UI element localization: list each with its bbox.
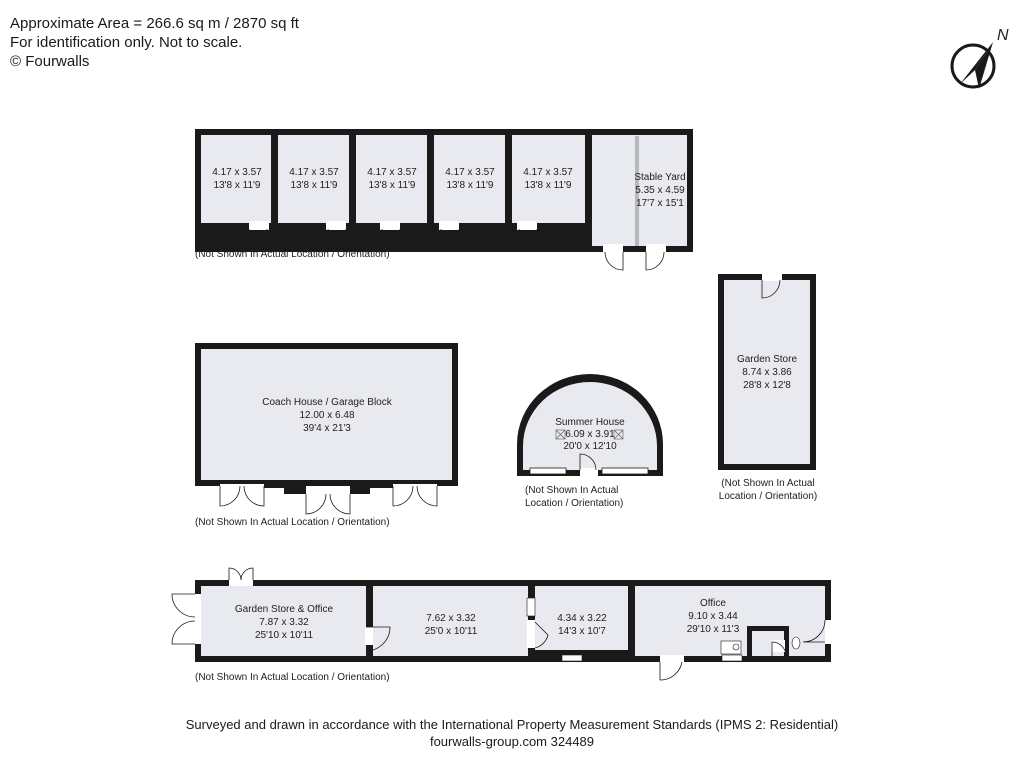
compass-icon (952, 27, 1009, 89)
garden-office-name: Garden Store & Office (234, 604, 334, 615)
summer-house-note-line2: Location / Orientation) (525, 498, 624, 509)
garden-store-note-line1: (Not Shown In Actual (721, 478, 815, 489)
stable-box-4-size: 4.17 x 3.57 (445, 167, 495, 178)
stable-yard-size: 5.35 x 4.59 (635, 185, 685, 196)
stable-box-3-size: 4.17 x 3.57 (367, 167, 417, 178)
copyright: © Fourwalls (10, 53, 90, 70)
area-summary: Approximate Area = 266.6 sq m / 2870 sq ft (10, 15, 299, 32)
office-size: 9.10 x 3.44 (688, 611, 738, 622)
room3-size-imperial: 14'3 x 10'7 (558, 626, 606, 637)
coach-house-name: Coach House / Garage Block (262, 397, 392, 408)
stable-box-1-size-imperial: 13'8 x 11'9 (213, 180, 261, 191)
garden-store-size-imperial: 28'8 x 12'8 (743, 380, 791, 391)
room2-size: 7.62 x 3.32 (426, 613, 476, 624)
footer-reference: fourwalls-group.com 324489 (429, 734, 595, 749)
room3-size: 4.34 x 3.22 (557, 613, 607, 624)
coach-house-location-note: (Not Shown In Actual Location / Orientation) (195, 517, 390, 528)
summer-house-name: Summer House (555, 417, 625, 428)
stable-box-4-size-imperial: 13'8 x 11'9 (446, 180, 494, 191)
compass-label: N (997, 27, 1009, 44)
bottom-block-location-note: (Not Shown In Actual Location / Orientation) (195, 672, 390, 683)
stable-yard-size-imperial: 17'7 x 15'1 (636, 198, 684, 209)
stable-box-5-size-imperial: 13'8 x 11'9 (524, 180, 572, 191)
garden-store-name: Garden Store (736, 354, 798, 365)
stable-box-2-size: 4.17 x 3.57 (289, 167, 339, 178)
stables-location-note: (Not Shown In Actual Location / Orientation) (195, 249, 390, 260)
stable-box-1-size: 4.17 x 3.57 (212, 167, 262, 178)
summer-house-note-line1: (Not Shown In Actual (525, 485, 619, 496)
office-name: Office (700, 598, 726, 609)
stable-box-3-size-imperial: 13'8 x 11'9 (368, 180, 416, 191)
garden-office-size: 7.87 x 3.32 (259, 617, 309, 628)
summer-house-size: 6.09 x 3.91 (565, 429, 615, 440)
coach-house-size-imperial: 39'4 x 21'3 (303, 423, 351, 434)
garden-store-note-line2: Location / Orientation) (718, 491, 818, 502)
stable-box-2-size-imperial: 13'8 x 11'9 (290, 180, 338, 191)
garden-store-size: 8.74 x 3.86 (742, 367, 792, 378)
office-size-imperial: 29'10 x 11'3 (686, 624, 740, 635)
summer-house-size-imperial: 20'0 x 12'10 (563, 441, 617, 452)
coach-house-size: 12.00 x 6.48 (299, 410, 355, 421)
garden-office-size-imperial: 25'10 x 10'11 (254, 630, 314, 641)
stable-yard-name: Stable Yard (634, 172, 686, 183)
stable-box-5-size: 4.17 x 3.57 (523, 167, 573, 178)
footer-standard: Surveyed and drawn in accordance with the International Property Measurement Standards (IPMS 2: Residential) (185, 717, 839, 732)
room2-size-imperial: 25'0 x 10'11 (424, 626, 478, 637)
disclaimer: For identification only. Not to scale. (10, 34, 243, 51)
